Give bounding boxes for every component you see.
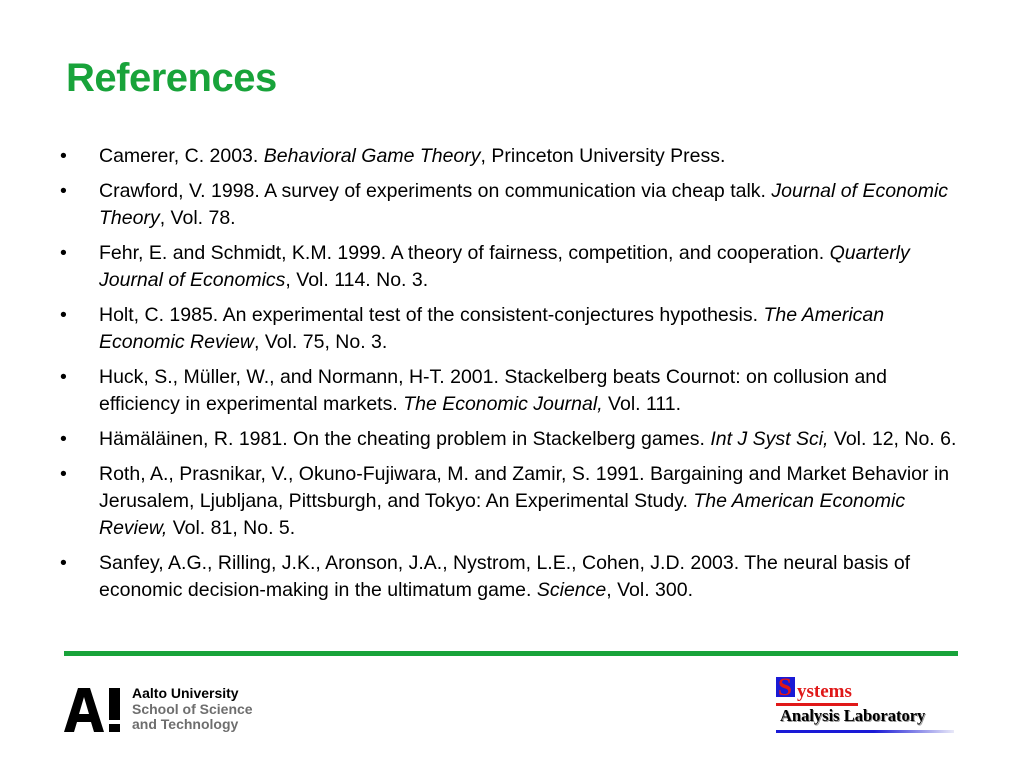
sal-ystems-text: ystems xyxy=(797,681,852,702)
sal-s-letter: S xyxy=(778,674,792,701)
reference-item xyxy=(60,240,960,294)
bullet-icon: • xyxy=(60,366,67,388)
reference-source: Behavioral Game Theory xyxy=(263,145,481,167)
reference-source: Journal of Economic Theory xyxy=(99,180,949,229)
bullet-icon: • xyxy=(60,180,67,202)
reference-item xyxy=(60,426,960,453)
reference-source: The American Economic Review, xyxy=(99,490,906,539)
sal-analysis-text: Analysis Laboratory xyxy=(780,706,926,725)
footer-divider xyxy=(64,651,958,656)
bullet-icon: • xyxy=(60,463,67,485)
reference-source: Science xyxy=(536,579,607,601)
reference-details: , Vol. 75, No. 3. xyxy=(253,331,388,353)
reference-source: The American Economic Review xyxy=(99,304,885,353)
reference-item xyxy=(60,461,960,542)
aalto-university-name: Aalto University xyxy=(132,685,239,701)
reference-item xyxy=(60,143,960,170)
systems-analysis-laboratory-logo xyxy=(776,674,956,737)
reference-details: , Princeton University Press. xyxy=(480,145,726,167)
aalto-logo xyxy=(64,686,274,736)
sal-bottom-bar xyxy=(776,730,954,733)
reference-text: Sanfey, A.G., Rilling, J.K., Aronson, J.A., Nystrom, L.E., Cohen, J.D. 2003. The neural basis of economic decision-making in the ultimatum game. xyxy=(99,552,911,601)
reference-details: Vol. 111. xyxy=(602,393,682,415)
reference-source: The Economic Journal, xyxy=(403,393,603,415)
reference-details: , Vol. 78. xyxy=(159,207,236,229)
bullet-icon: • xyxy=(60,552,67,574)
reference-text: Hämäläinen, R. 1981. On the cheating problem in Stackelberg games. xyxy=(99,428,711,450)
reference-text: Crawford, V. 1998. A survey of experiments on communication via cheap talk. xyxy=(99,180,772,202)
aalto-school-name-cont: and Technology xyxy=(132,716,239,732)
bullet-icon: • xyxy=(60,242,67,264)
reference-source: Int J Syst Sci, xyxy=(710,428,829,450)
reference-details: Vol. 12, No. 6. xyxy=(828,428,957,450)
reference-item xyxy=(60,550,960,604)
reference-list xyxy=(60,143,960,612)
reference-item xyxy=(60,302,960,356)
reference-text: Camerer, C. 2003. xyxy=(99,145,264,167)
bullet-icon: • xyxy=(60,428,67,450)
aalto-school-name: School of Science xyxy=(132,700,253,717)
reference-details: Vol. 81, No. 5. xyxy=(167,517,296,539)
reference-text: Fehr, E. and Schmidt, K.M. 1999. A theory of fairness, competition, and cooperation. xyxy=(99,242,830,264)
reference-text: Holt, C. 1985. An experimental test of the consistent-conjectures hypothesis. xyxy=(99,304,764,326)
reference-details: , Vol. 300. xyxy=(606,579,693,601)
reference-item xyxy=(60,364,960,418)
reference-details: , Vol. 114. No. 3. xyxy=(285,269,429,291)
reference-source: Quarterly Journal of Economics xyxy=(99,242,910,291)
reference-item xyxy=(60,178,960,232)
reference-text: Roth, A., Prasnikar, V., Okuno-Fujiwara, M. and Zamir, S. 1991. Bargaining and Market Behavior in Jerusalem, Ljubljana, Pittsburgh, and Tokyo: An Experimental Study. xyxy=(99,463,950,512)
bullet-icon: • xyxy=(60,304,67,326)
aalto-mark-icon xyxy=(64,686,126,734)
aalto-wordmark xyxy=(132,686,253,733)
reference-text: Huck, S., Müller, W., and Normann, H-T. 2001. Stackelberg beats Cournot: on collusion and efficiency in experimental markets. xyxy=(99,366,887,415)
bullet-icon: • xyxy=(60,145,67,167)
slide-title: References xyxy=(66,56,277,100)
